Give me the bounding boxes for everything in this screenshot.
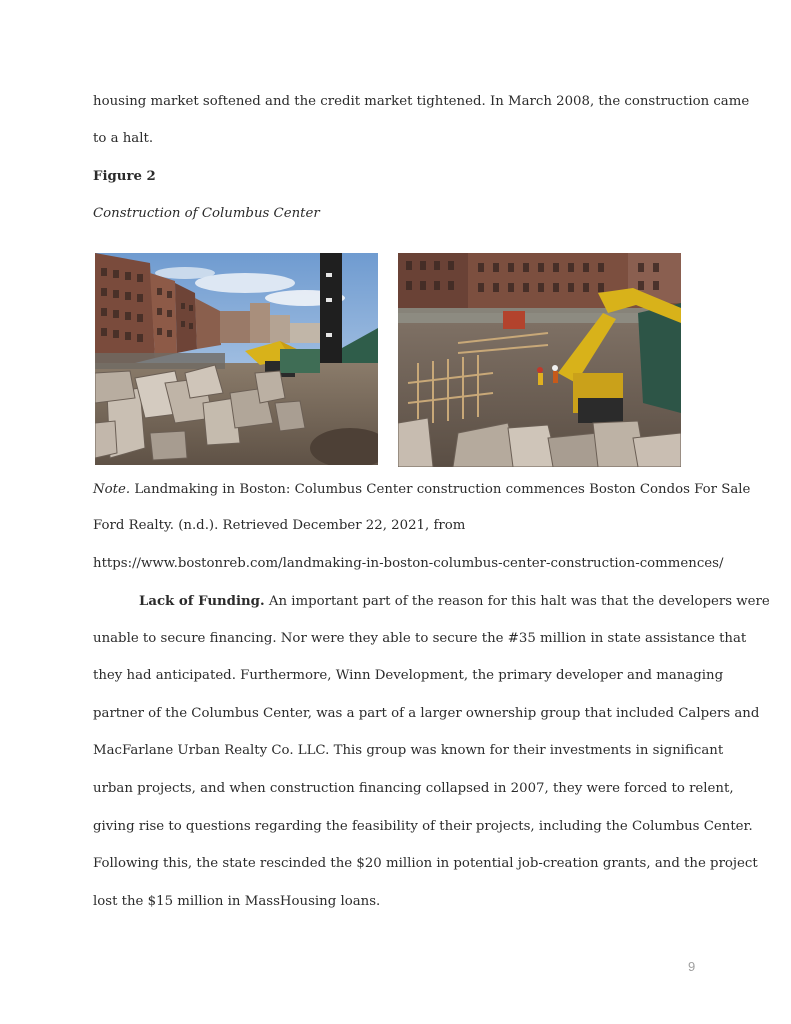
body-text-line: giving rise to questions regarding the feasibility of their projects, including the Columbus Center.: [93, 819, 753, 834]
page-number: 9: [688, 959, 696, 974]
figure-label: Figure 2: [93, 169, 156, 184]
figure-note-line: Ford Realty. (n.d.). Retrieved December 22, 2021, from: [93, 518, 466, 533]
body-text-line: to a halt.: [93, 131, 154, 146]
note-label: Note.: [93, 482, 131, 497]
body-text-line: MacFarlane Urban Realty Co. LLC. This group was known for their investments in significant: [93, 743, 724, 758]
body-text-line: housing market softened and the credit market tightened. In March 2008, the construction came: [93, 94, 750, 109]
construction-photo-left: [95, 253, 378, 465]
body-text-line: lost the $15 million in MassHousing loans.: [93, 894, 381, 909]
construction-photo-right: [398, 253, 681, 467]
section-heading: Lack of Funding.: [139, 594, 265, 609]
body-text-line: urban projects, and when construction financing collapsed in 2007, they were forced to relent,: [93, 781, 734, 796]
section-first-line: [139, 593, 770, 611]
figure-note-line: [93, 481, 750, 499]
body-text-line: Following this, the state rescinded the $20 million in potential job-creation grants, and the project: [93, 856, 758, 871]
note-text: Landmaking in Boston: Columbus Center construction commences Boston Condos For Sale: [130, 482, 751, 497]
body-text-line: unable to secure financing. Nor were they able to secure the #35 million in state assistance that: [93, 631, 747, 646]
figure-title: Construction of Columbus Center: [93, 206, 320, 221]
body-text-line: they had anticipated. Furthermore, Winn Development, the primary developer and managing: [93, 668, 724, 683]
body-text-line: partner of the Columbus Center, was a part of a larger ownership group that included Calpers and: [93, 706, 760, 721]
figure-note-url: https://www.bostonreb.com/landmaking-in-boston-columbus-center-construction-commences/: [93, 556, 724, 571]
section-text: An important part of the reason for this halt was that the developers were: [264, 594, 770, 609]
